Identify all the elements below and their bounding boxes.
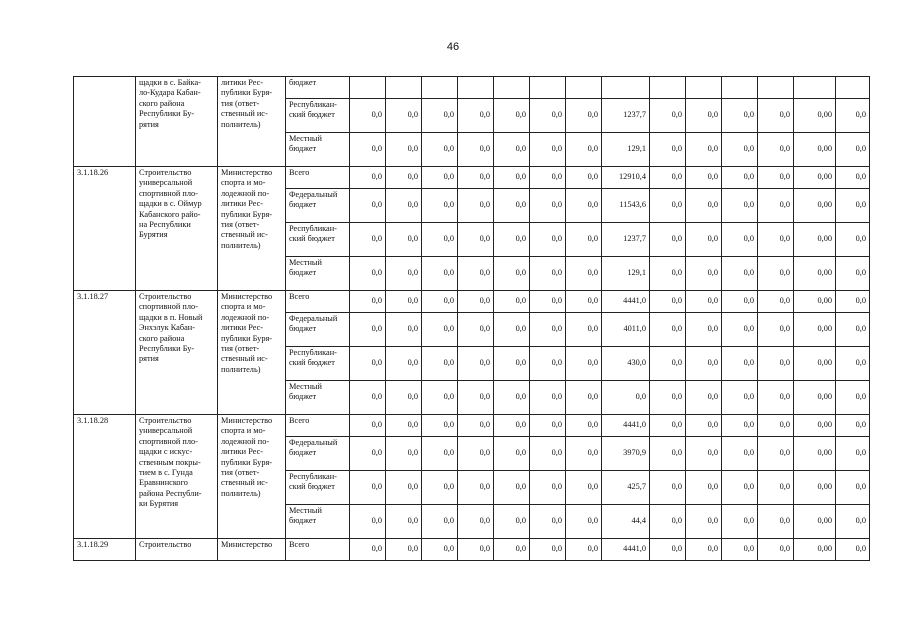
amount-cell: 0,0: [422, 415, 458, 437]
amount-cell: 0,0: [722, 167, 758, 189]
table-row: [74, 539, 870, 561]
amount-cell: 0,0: [722, 471, 758, 505]
amount-cell: 0,0: [566, 257, 602, 291]
amount-cell: 0,00: [794, 133, 836, 167]
funding-source: Всего: [286, 415, 350, 437]
amount-cell: 0,0: [722, 505, 758, 539]
amount-cell: 0,0: [758, 257, 794, 291]
amount-cell: 0,0: [350, 257, 386, 291]
amount-cell: 0,00: [794, 189, 836, 223]
item-code: 3.1.18.28: [74, 415, 136, 539]
item-code: 3.1.18.26: [74, 167, 136, 291]
amount-cell: 0,0: [350, 347, 386, 381]
amount-cell: 0,00: [794, 223, 836, 257]
amount-cell: 0,00: [794, 291, 836, 313]
amount-cell: 129,1: [602, 257, 650, 291]
amount-cell: 0,0: [350, 415, 386, 437]
amount-cell: 0,0: [758, 291, 794, 313]
amount-cell: 0,0: [530, 133, 566, 167]
amount-cell: 0,0: [350, 133, 386, 167]
amount-cell: 0,0: [386, 539, 422, 561]
amount-cell: 0,0: [566, 167, 602, 189]
amount-cell: 0,0: [758, 313, 794, 347]
amount-cell: 0,0: [494, 415, 530, 437]
funding-source: Местный бюджет: [286, 257, 350, 291]
amount-cell: 0,0: [650, 99, 686, 133]
amount-cell: 0,0: [350, 189, 386, 223]
item-executor: Министерство спорта и мо- лодежной по- литики Рес- публики Буря- тия (ответ- ственный ис- полнитель): [218, 167, 286, 291]
amount-cell: [758, 77, 794, 99]
amount-cell: [458, 77, 494, 99]
amount-cell: [350, 77, 386, 99]
amount-cell: 0,00: [794, 539, 836, 561]
amount-cell: 0,0: [722, 99, 758, 133]
amount-cell: 0,0: [566, 223, 602, 257]
amount-cell: 129,1: [602, 133, 650, 167]
item-executor: Министерство спорта и мо- лодежной по- литики Рес- публики Буря- тия (ответ- ственный ис- полнитель): [218, 291, 286, 415]
amount-cell: 0,0: [458, 167, 494, 189]
amount-cell: 11543,6: [602, 189, 650, 223]
amount-cell: 0,0: [422, 505, 458, 539]
amount-cell: 0,0: [722, 437, 758, 471]
item-name: Строительство универсальной спортивной пло- щадки с искус- ственным покры- тием в с. Гунда Еравнинского района Республи- ки Бурятия: [136, 415, 218, 539]
amount-cell: 0,0: [494, 313, 530, 347]
amount-cell: 0,0: [494, 291, 530, 313]
amount-cell: 0,0: [350, 471, 386, 505]
amount-cell: 0,0: [494, 539, 530, 561]
amount-cell: 0,0: [494, 505, 530, 539]
amount-cell: 0,0: [494, 133, 530, 167]
amount-cell: 0,0: [836, 471, 870, 505]
amount-cell: 0,0: [458, 99, 494, 133]
amount-cell: 425,7: [602, 471, 650, 505]
amount-cell: 0,0: [686, 471, 722, 505]
amount-cell: 0,0: [758, 415, 794, 437]
amount-cell: 0,0: [650, 347, 686, 381]
amount-cell: 0,0: [722, 189, 758, 223]
amount-cell: 1237,7: [602, 223, 650, 257]
amount-cell: 0,0: [602, 381, 650, 415]
item-executor: литики Рес- публики Буря- тия (ответ- ственный ис- полнитель): [218, 77, 286, 167]
item-name: Строительство спортивной пло- щадки в п. Новый Энхэлук Кабан- ского района Республики Бу- рятия: [136, 291, 218, 415]
amount-cell: 0,0: [566, 381, 602, 415]
amount-cell: 12910,4: [602, 167, 650, 189]
amount-cell: 1237,7: [602, 99, 650, 133]
amount-cell: [494, 77, 530, 99]
amount-cell: 0,0: [650, 415, 686, 437]
item-code: 3.1.18.29: [74, 539, 136, 561]
amount-cell: [836, 77, 870, 99]
amount-cell: 0,0: [836, 167, 870, 189]
funding-source: Всего: [286, 167, 350, 189]
amount-cell: 0,0: [494, 437, 530, 471]
amount-cell: 0,0: [722, 539, 758, 561]
amount-cell: 0,0: [836, 505, 870, 539]
amount-cell: 0,0: [686, 313, 722, 347]
amount-cell: 0,0: [566, 313, 602, 347]
amount-cell: 0,0: [494, 381, 530, 415]
amount-cell: [650, 77, 686, 99]
amount-cell: 4441,0: [602, 539, 650, 561]
amount-cell: 0,0: [494, 99, 530, 133]
amount-cell: 0,0: [458, 291, 494, 313]
amount-cell: 0,0: [422, 539, 458, 561]
amount-cell: 0,0: [422, 133, 458, 167]
amount-cell: 0,0: [758, 437, 794, 471]
amount-cell: 4011,0: [602, 313, 650, 347]
amount-cell: 0,0: [494, 223, 530, 257]
amount-cell: 0,0: [686, 381, 722, 415]
amount-cell: 44,4: [602, 505, 650, 539]
amount-cell: [602, 77, 650, 99]
funding-source: Республикан- ский бюджет: [286, 99, 350, 133]
amount-cell: 0,0: [686, 415, 722, 437]
amount-cell: 0,0: [650, 189, 686, 223]
item-code: 3.1.18.27: [74, 291, 136, 415]
amount-cell: 0,0: [386, 347, 422, 381]
amount-cell: 0,0: [650, 291, 686, 313]
amount-cell: 0,0: [386, 415, 422, 437]
amount-cell: 0,0: [686, 223, 722, 257]
amount-cell: 0,0: [494, 471, 530, 505]
amount-cell: 0,0: [530, 99, 566, 133]
amount-cell: 0,0: [530, 189, 566, 223]
amount-cell: 0,0: [422, 291, 458, 313]
amount-cell: 0,0: [422, 167, 458, 189]
amount-cell: 0,0: [386, 257, 422, 291]
item-executor: Министерство: [218, 539, 286, 561]
amount-cell: 0,0: [530, 437, 566, 471]
amount-cell: 0,0: [494, 347, 530, 381]
amount-cell: 0,0: [722, 291, 758, 313]
amount-cell: 0,0: [836, 133, 870, 167]
amount-cell: 0,0: [350, 167, 386, 189]
amount-cell: 0,0: [386, 99, 422, 133]
item-name: Строительство универсальной спортивной пло- щадки в с. Оймур Кабанского райо- на Республики Бурятия: [136, 167, 218, 291]
amount-cell: 0,0: [686, 347, 722, 381]
amount-cell: 0,0: [386, 291, 422, 313]
amount-cell: 0,0: [386, 189, 422, 223]
amount-cell: 0,0: [494, 189, 530, 223]
amount-cell: 0,0: [458, 381, 494, 415]
amount-cell: 0,0: [758, 471, 794, 505]
amount-cell: 0,0: [758, 539, 794, 561]
amount-cell: [422, 77, 458, 99]
amount-cell: 0,0: [566, 291, 602, 313]
amount-cell: 0,0: [386, 313, 422, 347]
funding-source: Республикан- ский бюджет: [286, 223, 350, 257]
amount-cell: 0,0: [566, 505, 602, 539]
amount-cell: 0,00: [794, 313, 836, 347]
amount-cell: 0,0: [530, 291, 566, 313]
amount-cell: 0,0: [350, 223, 386, 257]
funding-source: Республикан- ский бюджет: [286, 471, 350, 505]
amount-cell: 0,0: [722, 347, 758, 381]
amount-cell: 0,0: [458, 505, 494, 539]
amount-cell: 0,0: [422, 347, 458, 381]
amount-cell: 0,0: [422, 99, 458, 133]
amount-cell: 0,0: [458, 313, 494, 347]
amount-cell: 0,00: [794, 381, 836, 415]
amount-cell: 4441,0: [602, 415, 650, 437]
amount-cell: 0,0: [386, 133, 422, 167]
item-name: Строительство: [136, 539, 218, 561]
amount-cell: 0,0: [566, 133, 602, 167]
amount-cell: 0,0: [758, 505, 794, 539]
item-code: [74, 77, 136, 167]
amount-cell: 0,0: [350, 313, 386, 347]
amount-cell: 0,0: [686, 539, 722, 561]
amount-cell: 0,0: [758, 133, 794, 167]
amount-cell: 0,0: [530, 223, 566, 257]
amount-cell: 0,0: [530, 347, 566, 381]
amount-cell: 0,0: [722, 415, 758, 437]
amount-cell: 0,00: [794, 505, 836, 539]
amount-cell: 0,0: [386, 167, 422, 189]
amount-cell: 0,0: [386, 437, 422, 471]
amount-cell: 0,0: [386, 505, 422, 539]
amount-cell: [722, 77, 758, 99]
amount-cell: [794, 77, 836, 99]
amount-cell: 0,0: [422, 223, 458, 257]
funding-source: бюджет: [286, 77, 350, 99]
amount-cell: 0,0: [458, 415, 494, 437]
amount-cell: 0,0: [494, 167, 530, 189]
amount-cell: 0,00: [794, 415, 836, 437]
amount-cell: 3970,9: [602, 437, 650, 471]
amount-cell: 0,0: [422, 189, 458, 223]
amount-cell: 0,0: [650, 133, 686, 167]
funding-source: Местный бюджет: [286, 505, 350, 539]
amount-cell: 0,0: [458, 347, 494, 381]
funding-source: Местный бюджет: [286, 133, 350, 167]
amount-cell: 0,00: [794, 347, 836, 381]
amount-cell: 0,0: [566, 189, 602, 223]
table-row: [74, 415, 870, 437]
amount-cell: 0,0: [650, 223, 686, 257]
page-number: 46: [446, 41, 460, 53]
amount-cell: 0,0: [686, 133, 722, 167]
amount-cell: 0,0: [530, 539, 566, 561]
amount-cell: 0,00: [794, 257, 836, 291]
amount-cell: 0,0: [650, 437, 686, 471]
amount-cell: 0,0: [758, 223, 794, 257]
amount-cell: 0,0: [836, 257, 870, 291]
amount-cell: 0,0: [686, 437, 722, 471]
funding-source: Республикан- ский бюджет: [286, 347, 350, 381]
budget-table: [73, 76, 870, 561]
funding-source: Всего: [286, 291, 350, 313]
amount-cell: 0,0: [566, 437, 602, 471]
amount-cell: 0,0: [836, 189, 870, 223]
amount-cell: 0,0: [386, 223, 422, 257]
amount-cell: 0,0: [836, 223, 870, 257]
table-body: [74, 77, 870, 561]
amount-cell: 0,0: [686, 167, 722, 189]
amount-cell: 0,0: [836, 539, 870, 561]
amount-cell: 0,0: [494, 257, 530, 291]
amount-cell: 0,0: [836, 313, 870, 347]
amount-cell: 0,0: [530, 257, 566, 291]
amount-cell: 0,0: [650, 539, 686, 561]
amount-cell: 0,0: [458, 471, 494, 505]
funding-source: Федеральный бюджет: [286, 313, 350, 347]
table-row: [74, 291, 870, 313]
amount-cell: 0,0: [458, 437, 494, 471]
amount-cell: 0,0: [458, 189, 494, 223]
amount-cell: 0,0: [758, 381, 794, 415]
amount-cell: 0,0: [566, 347, 602, 381]
amount-cell: 0,0: [686, 505, 722, 539]
amount-cell: 0,0: [350, 381, 386, 415]
amount-cell: 430,0: [602, 347, 650, 381]
amount-cell: 0,0: [422, 257, 458, 291]
amount-cell: 0,00: [794, 99, 836, 133]
amount-cell: 0,0: [686, 291, 722, 313]
amount-cell: [686, 77, 722, 99]
amount-cell: 0,0: [422, 313, 458, 347]
amount-cell: 0,0: [758, 189, 794, 223]
amount-cell: 0,0: [722, 133, 758, 167]
item-executor: Министерство спорта и мо- лодежной по- литики Рес- публики Буря- тия (ответ- ственный ис- полнитель): [218, 415, 286, 539]
amount-cell: 0,0: [686, 189, 722, 223]
amount-cell: 0,0: [836, 437, 870, 471]
amount-cell: 0,00: [794, 167, 836, 189]
amount-cell: 0,00: [794, 437, 836, 471]
amount-cell: 0,0: [350, 539, 386, 561]
amount-cell: 0,0: [530, 505, 566, 539]
amount-cell: 0,0: [350, 291, 386, 313]
funding-source: Федеральный бюджет: [286, 189, 350, 223]
amount-cell: 0,0: [722, 223, 758, 257]
amount-cell: 0,0: [350, 437, 386, 471]
amount-cell: 0,0: [836, 99, 870, 133]
item-name: щадки в с. Байка- ло-Кудара Кабан- ского района Республики Бу- рятия: [136, 77, 218, 167]
amount-cell: 0,0: [386, 381, 422, 415]
amount-cell: 0,0: [422, 381, 458, 415]
amount-cell: 0,0: [650, 381, 686, 415]
funding-source: Федеральный бюджет: [286, 437, 350, 471]
amount-cell: 0,0: [722, 381, 758, 415]
amount-cell: 0,0: [836, 347, 870, 381]
table-row: [74, 167, 870, 189]
amount-cell: 0,0: [650, 505, 686, 539]
funding-source: Всего: [286, 539, 350, 561]
amount-cell: [566, 77, 602, 99]
funding-source: Местный бюджет: [286, 381, 350, 415]
amount-cell: 0,0: [836, 415, 870, 437]
amount-cell: 0,0: [458, 223, 494, 257]
amount-cell: 0,0: [722, 257, 758, 291]
amount-cell: 0,0: [458, 539, 494, 561]
amount-cell: 0,0: [350, 505, 386, 539]
amount-cell: 0,0: [686, 257, 722, 291]
amount-cell: 0,0: [758, 347, 794, 381]
amount-cell: 0,0: [386, 471, 422, 505]
amount-cell: 0,0: [566, 471, 602, 505]
amount-cell: 0,0: [566, 415, 602, 437]
amount-cell: 0,0: [650, 167, 686, 189]
amount-cell: 0,0: [530, 471, 566, 505]
amount-cell: 0,0: [422, 471, 458, 505]
amount-cell: 0,0: [758, 99, 794, 133]
amount-cell: 0,0: [722, 313, 758, 347]
amount-cell: 0,0: [686, 99, 722, 133]
amount-cell: 0,0: [566, 539, 602, 561]
amount-cell: 0,0: [650, 313, 686, 347]
amount-cell: [530, 77, 566, 99]
amount-cell: 0,0: [530, 415, 566, 437]
amount-cell: 0,0: [566, 99, 602, 133]
amount-cell: 0,0: [650, 257, 686, 291]
amount-cell: 0,0: [650, 471, 686, 505]
amount-cell: 0,0: [350, 99, 386, 133]
amount-cell: 0,0: [530, 381, 566, 415]
amount-cell: [386, 77, 422, 99]
amount-cell: 0,00: [794, 471, 836, 505]
table-row: [74, 77, 870, 99]
amount-cell: 0,0: [422, 437, 458, 471]
amount-cell: 0,0: [458, 133, 494, 167]
amount-cell: 0,0: [758, 167, 794, 189]
amount-cell: 0,0: [836, 291, 870, 313]
amount-cell: 0,0: [836, 381, 870, 415]
amount-cell: 4441,0: [602, 291, 650, 313]
amount-cell: 0,0: [458, 257, 494, 291]
amount-cell: 0,0: [530, 167, 566, 189]
amount-cell: 0,0: [530, 313, 566, 347]
